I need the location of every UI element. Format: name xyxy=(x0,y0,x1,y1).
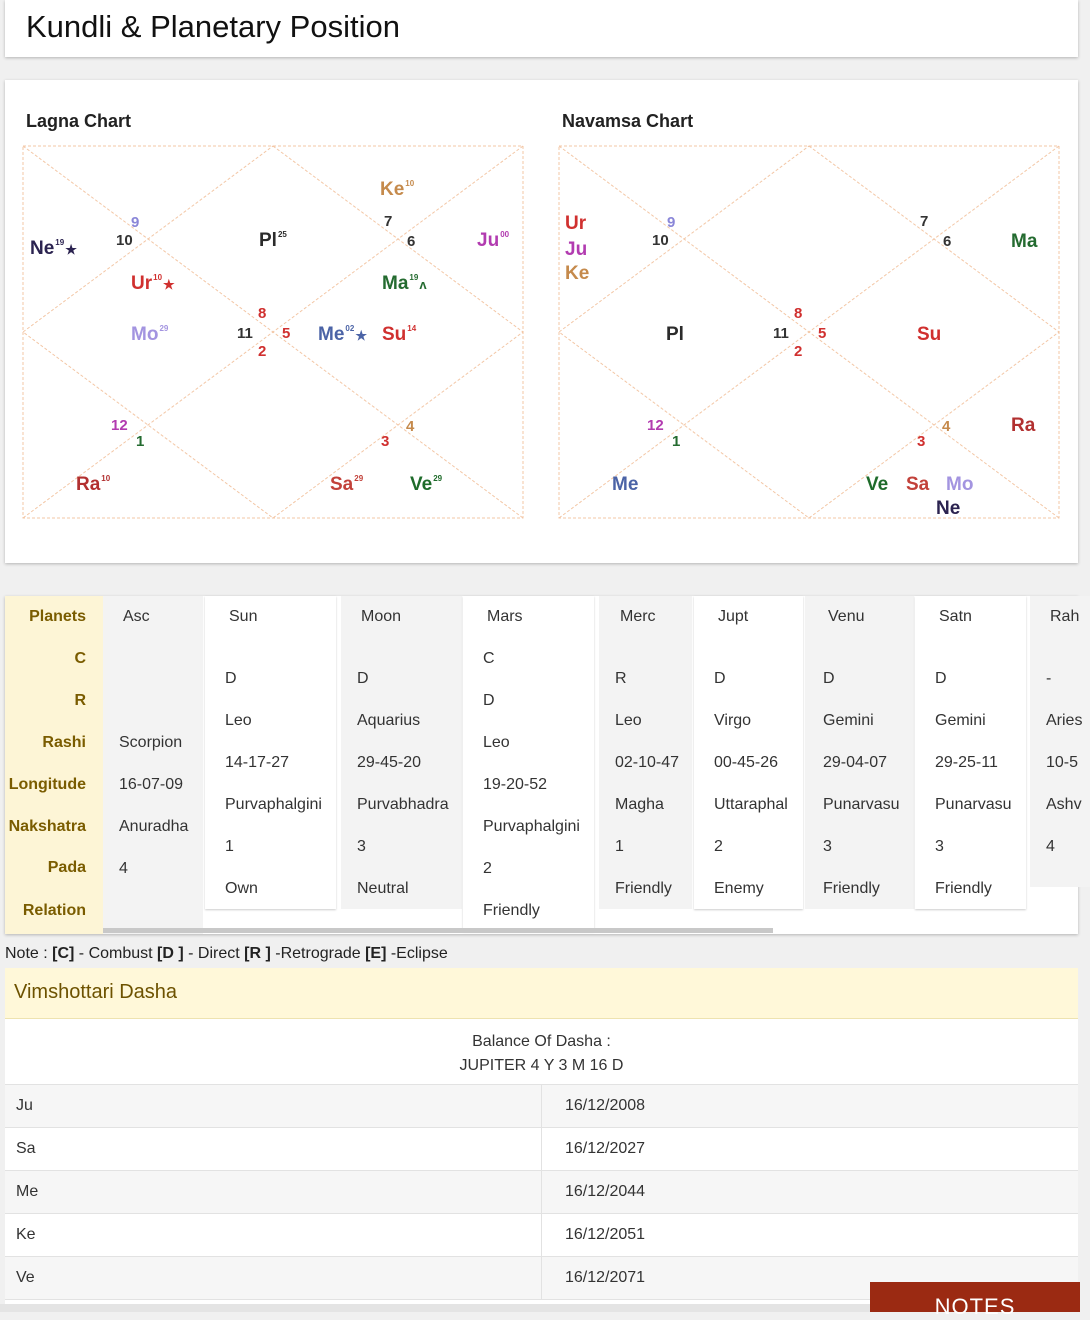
page-header xyxy=(5,0,1078,57)
row-label: Nakshatra xyxy=(8,818,86,835)
dasha-title: Vimshottari Dasha xyxy=(5,968,1078,1019)
lagna-chart-grid xyxy=(22,145,524,519)
cell: Purvaphalgini xyxy=(225,796,322,813)
navamsa-chart-title: Navamsa Chart xyxy=(562,111,694,131)
lagna-chart-title: Lagna Chart xyxy=(26,111,132,131)
legend-note: Note : [C] - Combust [D ] - Direct [R ] -Retrograde [E] -Eclipse xyxy=(5,945,448,962)
cell: Magha xyxy=(615,796,664,813)
cell: 14-17-27 xyxy=(225,754,290,771)
dasha-planet: Ju xyxy=(5,1085,541,1127)
cell: Enemy xyxy=(714,880,764,897)
house-number: 11 xyxy=(237,325,253,342)
row-label: Relation xyxy=(22,902,86,919)
dasha-date: 16/12/2051 xyxy=(541,1214,1078,1256)
house-number: 12 xyxy=(647,417,664,434)
planet-mercury: Me$^{02}$★ xyxy=(318,324,367,345)
cell: Gemini xyxy=(935,712,986,729)
planet-column-moon xyxy=(341,596,462,909)
cell: 10-5 xyxy=(1046,754,1079,771)
dasha-row xyxy=(5,1171,1078,1214)
cell: 29-45-20 xyxy=(357,754,422,771)
cell: 16-07-09 xyxy=(119,776,184,793)
cell: Aries xyxy=(1046,712,1083,729)
page-title: Kundli & Planetary Position xyxy=(26,9,400,44)
planet-saturn: Sa$^{29}$ xyxy=(330,474,364,495)
column-header: Merc xyxy=(620,608,656,625)
planet-moon: Mo$^{29}$ xyxy=(131,324,169,345)
cell: 2 xyxy=(483,860,492,877)
cell: 19-20-52 xyxy=(483,776,548,793)
cell: Neutral xyxy=(357,880,409,897)
house-number: 5 xyxy=(282,325,291,342)
planet-mars: Ma$^{19}$ʌ xyxy=(382,273,427,294)
cell: 02-10-47 xyxy=(615,754,680,771)
balance-label: Balance Of Dasha : xyxy=(472,1033,611,1050)
cell: D xyxy=(823,670,835,687)
house-number: 1 xyxy=(136,433,145,450)
navamsa-chart-grid xyxy=(558,145,1060,519)
cell: Leo xyxy=(225,712,252,729)
column-header: Venu xyxy=(828,608,865,625)
planet-column-venus xyxy=(805,596,914,909)
cell: Own xyxy=(225,880,258,897)
cell: Uttaraphal xyxy=(714,796,788,813)
house-number: 10 xyxy=(652,232,669,249)
cell: Anuradha xyxy=(119,818,189,835)
planet-sun: Su$^{14}$ xyxy=(382,324,417,345)
planet-venus: Ve xyxy=(866,474,889,495)
cell: 1 xyxy=(225,838,234,855)
column-header: Moon xyxy=(361,608,402,625)
house-number: 7 xyxy=(920,213,929,230)
planet-column-jupiter xyxy=(694,596,803,909)
planet-pluto: Pl xyxy=(666,324,684,345)
house-number: 10 xyxy=(116,232,133,249)
house-number: 1 xyxy=(672,433,681,450)
cell: D xyxy=(483,692,495,709)
balance-value: JUPITER 4 Y 3 M 16 D xyxy=(459,1057,624,1074)
planet-saturn: Sa xyxy=(906,474,930,495)
dasha-date: 16/12/2008 xyxy=(541,1085,1078,1127)
planet-rahu: Ra$^{10}$ xyxy=(76,474,111,495)
vimshottari-dasha-section xyxy=(5,968,1078,1312)
column-header: Jupt xyxy=(718,608,749,625)
dasha-planet: Sa xyxy=(16,1140,36,1157)
dasha-date: 16/12/2071 xyxy=(541,1257,1078,1299)
cell: D xyxy=(935,670,947,687)
cell: Ashv xyxy=(1046,796,1082,813)
cell: D xyxy=(225,670,237,687)
cell: Punarvasu xyxy=(823,796,900,813)
planet-mercury: Me xyxy=(612,474,639,495)
cell: D xyxy=(357,670,369,687)
cell: 2 xyxy=(714,838,723,855)
dasha-planet: Ke xyxy=(16,1226,36,1243)
house-number: 7 xyxy=(384,213,393,230)
cell: 1 xyxy=(615,838,624,855)
column-header: Rah xyxy=(1050,608,1080,625)
lagna-chart xyxy=(22,145,524,519)
house-number: 9 xyxy=(667,214,676,231)
planet-position-table[interactable] xyxy=(5,596,1083,934)
row-label: Planets xyxy=(29,608,86,625)
row-label: Rashi xyxy=(42,734,86,751)
planet-jupiter: Ju$^{00}$ xyxy=(477,230,510,251)
house-number: 5 xyxy=(818,325,827,342)
house-number: 9 xyxy=(131,214,140,231)
cell: 3 xyxy=(357,838,366,855)
row-label: Longitude xyxy=(8,776,86,793)
cell: Gemini xyxy=(823,712,874,729)
cell: C xyxy=(483,650,495,667)
house-number: 2 xyxy=(794,343,803,360)
planet-neptune: Ne$^{19}$★ xyxy=(30,238,77,259)
cell: Virgo xyxy=(714,712,752,729)
dasha-row xyxy=(5,1128,1078,1171)
cell: Purvabhadra xyxy=(357,796,449,813)
planet-mars: Ma xyxy=(1011,231,1038,252)
planet-pluto: Pl$^{25}$ xyxy=(259,230,287,251)
house-number: 8 xyxy=(258,305,267,322)
charts-card xyxy=(5,80,1078,563)
cell: 3 xyxy=(823,838,832,855)
column-header: Satn xyxy=(939,608,972,625)
house-number: 2 xyxy=(258,343,267,360)
house-number: 6 xyxy=(407,233,416,250)
planet-uranus: Ur$^{10}$★ xyxy=(131,273,175,294)
row-labels xyxy=(5,596,103,934)
planet-venus: Ve$^{29}$ xyxy=(410,474,443,495)
cell: Aquarius xyxy=(357,712,421,729)
cell: Punarvasu xyxy=(935,796,1012,813)
house-number: 12 xyxy=(111,417,128,434)
cell: D xyxy=(714,670,726,687)
planet-column-saturn xyxy=(915,596,1026,909)
planet-jupiter: Ju xyxy=(565,239,588,260)
planet-column-asc xyxy=(103,596,203,934)
dasha-balance xyxy=(5,1019,1078,1085)
house-number: 6 xyxy=(943,233,952,250)
planet-column-mars xyxy=(463,596,594,931)
cell: Friendly xyxy=(935,880,992,897)
house-number: 8 xyxy=(794,305,803,322)
cell: 4 xyxy=(1046,838,1055,855)
navamsa-chart xyxy=(558,145,1060,519)
dasha-date: 16/12/2044 xyxy=(541,1171,1078,1213)
row-label: Pada xyxy=(47,859,86,876)
planet-moon: Mo xyxy=(946,474,974,495)
planet-column-rahu xyxy=(1030,596,1090,887)
dasha-row xyxy=(5,1214,1078,1257)
cell: 29-04-07 xyxy=(823,754,888,771)
cell: Leo xyxy=(615,712,642,729)
dasha-planet: Ve xyxy=(5,1257,541,1299)
cell: R xyxy=(615,670,627,687)
cell: Leo xyxy=(483,734,510,751)
planet-sun: Su xyxy=(917,324,942,345)
cell: Friendly xyxy=(483,902,540,919)
column-header: Mars xyxy=(487,608,523,625)
notes-button[interactable]: NOTES xyxy=(870,1282,1080,1312)
horizontal-scrollbar[interactable] xyxy=(103,928,773,933)
dasha-row xyxy=(5,1085,1078,1128)
row-label: R xyxy=(74,692,86,709)
cell: - xyxy=(1046,670,1052,687)
cell: Friendly xyxy=(823,880,880,897)
cell: 00-45-26 xyxy=(714,754,779,771)
column-header: Sun xyxy=(229,608,258,625)
dasha-planet: Me xyxy=(5,1171,541,1213)
planet-ketu: Ke xyxy=(565,263,590,284)
planet-ketu: Ke$^{10}$ xyxy=(380,179,415,200)
house-number: 4 xyxy=(406,418,415,435)
planet-uranus: Ur xyxy=(565,213,587,234)
cell: Purvaphalgini xyxy=(483,818,580,835)
cell: 4 xyxy=(119,860,128,877)
house-number: 4 xyxy=(942,418,951,435)
cell: Friendly xyxy=(615,880,672,897)
house-number: 3 xyxy=(381,433,390,450)
dasha-date: 16/12/2027 xyxy=(541,1128,1078,1170)
planet-rahu: Ra xyxy=(1011,415,1036,436)
cell: 3 xyxy=(935,838,944,855)
column-header: Asc xyxy=(123,608,150,625)
planet-neptune: Ne xyxy=(936,498,961,519)
planet-column-sun xyxy=(205,596,336,909)
house-number: 3 xyxy=(917,433,926,450)
cell: 29-25-11 xyxy=(935,754,998,771)
house-number: 11 xyxy=(773,325,789,342)
cell: Scorpion xyxy=(119,734,183,751)
planet-column-mercury xyxy=(599,596,692,909)
row-label: C xyxy=(74,650,86,667)
